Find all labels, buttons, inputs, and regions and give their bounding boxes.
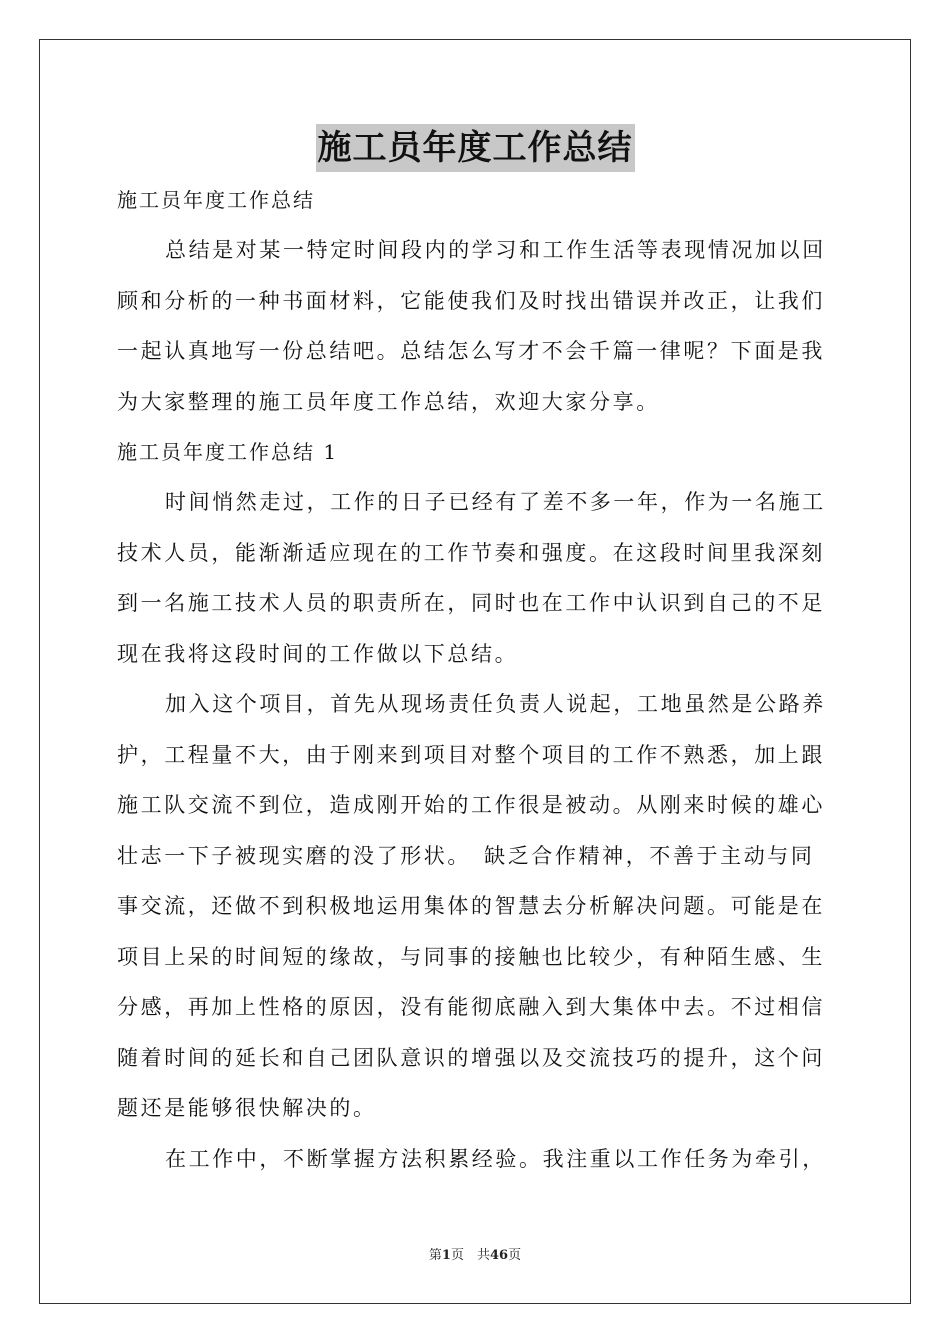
text-line: 顾和分析的一种书面材料，它能使我们及时找出错误并改正，让我们 <box>117 288 825 313</box>
text-line: 总结是对某一特定时间段内的学习和工作生活等表现情况加以回 <box>165 238 826 262</box>
text-line: 事交流，还做不到积极地运用集体的智慧去分析解决问题。可能是在 <box>117 894 825 918</box>
paragraph <box>117 679 833 1134</box>
page-total: 46 <box>489 1248 509 1263</box>
paragraph <box>117 477 833 679</box>
text-line: 时间悄然走过，工作的日子已经有了差不多一年，作为一名施工 <box>165 490 826 514</box>
text-line: 分感，再加上性格的原因，没有能彻底融入到大集体中去。不过相信 <box>117 995 825 1019</box>
subheading: 施工员年度工作总结 1 <box>117 440 339 464</box>
text-line: 壮志一下子被现实磨的没了形状。 缺乏合作精神，不善于主动与同 <box>117 843 815 868</box>
text-line: 到一名施工技术人员的职责所在，同时也在工作中认识到自己的不足 <box>117 591 825 615</box>
subheading: 施工员年度工作总结 <box>117 188 315 212</box>
text-line: 现在我将这段时间的工作做以下总结。 <box>117 641 519 666</box>
title-container <box>0 124 950 172</box>
text-line: 随着时间的延长和自己团队意识的增强以及交流技巧的提升，这个问 <box>117 1045 825 1070</box>
document-title: 施工员年度工作总结 <box>316 124 635 172</box>
text-line: 护，工程量不大，由于刚来到项目对整个项目的工作不熟悉，加上跟 <box>117 742 825 767</box>
text-line: 技术人员，能渐渐适应现在的工作节奏和强度。在这段时间里我深刻 <box>117 540 825 565</box>
footer-prefix: 第 <box>428 1248 442 1263</box>
paragraph <box>117 1134 833 1185</box>
paragraph <box>117 225 833 427</box>
text-line: 在工作中，不断掌握方法积累经验。我注重以工作任务为牵引， <box>165 1146 826 1171</box>
page-number: 1 <box>441 1248 451 1263</box>
text-line: 加入这个项目，首先从现场责任负责人说起，工地虽然是公路养 <box>165 692 826 716</box>
text-line: 施工队交流不到位，造成刚开始的工作很是被动。从刚来时候的雄心 <box>117 793 825 817</box>
text-line: 一起认真地写一份总结吧。总结怎么写才不会千篇一律呢？下面是我 <box>117 339 825 363</box>
text-line: 项目上呆的时间短的缘故，与同事的接触也比较少，有种陌生感、生 <box>117 944 825 969</box>
document-body <box>117 175 833 1184</box>
page-footer <box>0 1244 950 1263</box>
text-line: 题还是能够很快解决的。 <box>117 1096 377 1120</box>
footer-suffix: 页 <box>508 1248 522 1263</box>
text-line: 为大家整理的施工员年度工作总结，欢迎大家分享。 <box>117 389 660 414</box>
footer-mid: 页 共 <box>450 1248 490 1263</box>
